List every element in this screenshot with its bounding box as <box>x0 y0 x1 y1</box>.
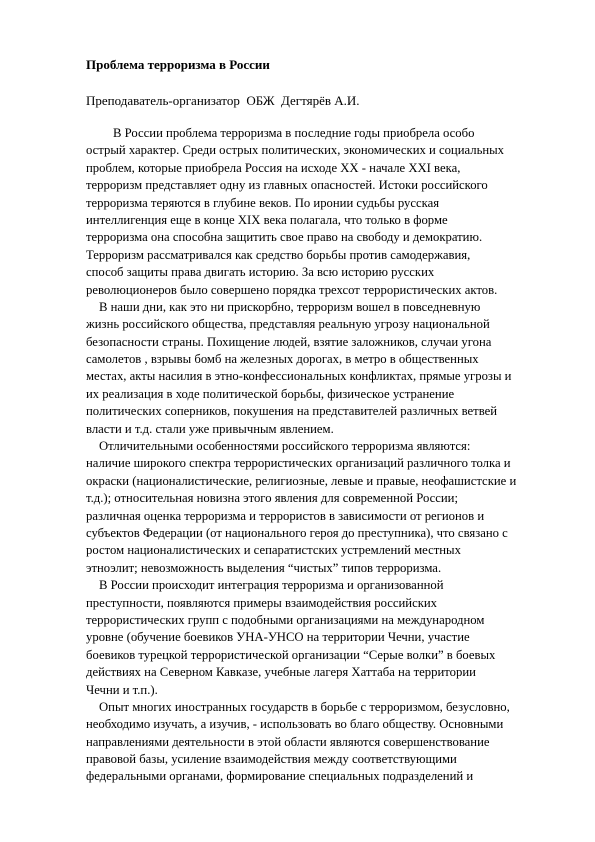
paragraph-line: интеллигенция еще в конце XIX века полагала, что только в форме <box>86 212 448 227</box>
paragraph-line: окраски (националистические, религиозные, левые и правые, неофашистские и <box>86 473 517 488</box>
paragraph-line: острый характер. Среди острых политических, экономических и социальных <box>86 143 505 158</box>
paragraph-line: Терроризм рассматривался как средство борьбы против самодержавия, <box>86 247 471 262</box>
paragraph-line: безопасности страны. Похищение людей, взятие заложников, случаи угона <box>86 334 492 349</box>
paragraph-line: терроризма теряются в глубине веков. По иронии судьбы русская <box>86 195 440 210</box>
paragraph-line: наличие широкого спектра террористических организаций различного толка и <box>86 456 511 471</box>
document-title: Проблема терроризма в России <box>86 57 270 72</box>
paragraph-line: В России проблема терроризма в последние годы приобрела особо <box>113 126 475 140</box>
paragraph-line: политических соперников, покушения на представителей различных ветвей <box>86 404 498 419</box>
paragraph-line: В наши дни, как это ни прискорбно, терроризм вошел в повседневную <box>99 299 481 314</box>
paragraph-line: различная оценка терроризма и террористов в зависимости от регионов и <box>86 508 485 523</box>
paragraph-line: Отличительными особенностями российского терроризма являются: <box>99 439 471 454</box>
paragraph-line: самолетов , взрывы бомб на железных дорогах, в метро в общественных <box>86 352 479 367</box>
paragraph-line: субъектов Федерации (от национального героя до преступника), что связано с <box>86 525 508 540</box>
paragraph-line: Чечни и т.п.). <box>86 682 158 697</box>
paragraph-line: жизнь российского общества, представляя реальную угрозу национальной <box>86 317 490 332</box>
paragraph-line: способ защиты права двигать историю. За всю историю русских <box>86 265 435 280</box>
paragraph-line: преступности, появляются примеры взаимодействия российских <box>86 595 438 610</box>
paragraph-line: действиях на Северном Кавказе, учебные лагеря Хаттаба на территории <box>86 665 476 680</box>
paragraph-line: федеральными органами, формирование специальных подразделений и <box>86 769 474 784</box>
paragraph-line: их реализация в ходе политической борьбы, физическое устранение <box>86 386 455 401</box>
paragraph-line: боевиков турецкой террористической организации “Серые волки” в боевых <box>86 647 496 662</box>
paragraph-line: этноэлит; невозможность выделения “чистых” типов терроризма. <box>86 560 442 575</box>
author-line: Преподаватель-организатор ОБЖ Дегтярёв А.И. <box>86 93 360 108</box>
paragraph-line: терроризм представляет одну из главных опасностей. Истоки российского <box>86 178 488 193</box>
body-text <box>86 125 556 786</box>
paragraph-line: необходимо изучать, а изучив, - использовать во благо обществу. Основными <box>86 717 504 732</box>
paragraph-line: терроризма она способна защитить свое право на свободу и демократию. <box>86 230 483 245</box>
paragraph-line: власти и т.д. стали уже привычным явлением. <box>86 421 334 436</box>
paragraph-line: проблем, которые приобрела Россия на исходе XX - начале XXI века, <box>86 160 461 175</box>
paragraph-line: Опыт многих иностранных государств в борьбе с терроризмом, безусловно, <box>99 699 510 714</box>
paragraph-line: т.д.); относительная новизна этого явления для современной России; <box>86 491 458 506</box>
paragraph-line: уровне (обучение боевиков УНА-УНСО на территории Чечни, участие <box>86 630 470 645</box>
paragraph-line: В России происходит интеграция терроризма и организованной <box>99 578 444 593</box>
paragraph-line: террористических групп с подобными организациями на международном <box>86 612 485 627</box>
paragraph-line: ростом националистических и сепаратистских устремлений местных <box>86 543 461 558</box>
paragraph-line: революционеров было совершено порядка трехсот террористических актов. <box>86 282 498 297</box>
paragraph-line: правовой базы, усиление взаимодействия между соответствующими <box>86 752 457 767</box>
paragraph-line: направлениями деятельности в этой области являются совершенствование <box>86 734 490 749</box>
paragraph-line: местах, акты насилия в этно-конфессиональных конфликтах, прямые угрозы и <box>86 369 512 384</box>
